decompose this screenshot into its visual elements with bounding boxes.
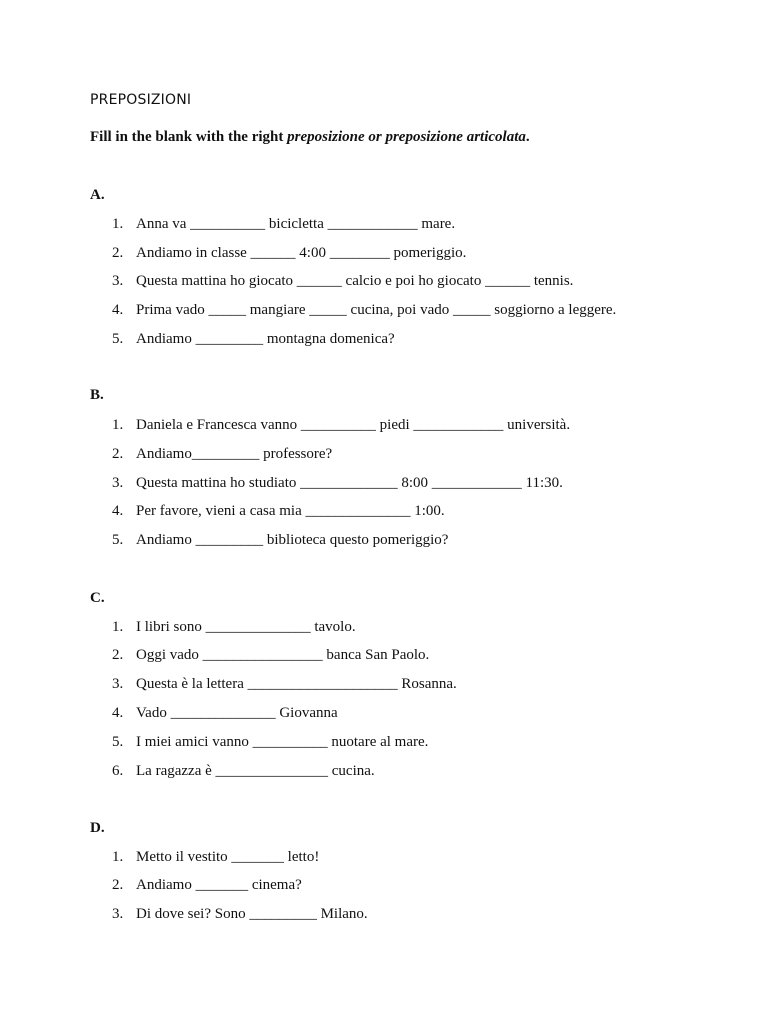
item-text: I libri sono ______________ tavolo. [136,619,356,635]
item-text: Daniela e Francesca vanno __________ piedi ____________ università. [136,417,571,433]
item-number: 2. [112,647,124,663]
exercise-item [112,619,356,636]
instructions-italic: preposizione or preposizione articolata [287,129,526,145]
item-text: Vado ______________ Giovanna [136,705,338,721]
exercise-item [112,245,466,262]
item-number: 3. [112,676,124,692]
exercise-item [112,331,395,348]
item-number: 3. [112,906,124,922]
item-text: Questa mattina ho giocato ______ calcio e poi ho giocato ______ tennis. [136,273,574,289]
item-text: Per favore, vieni a casa mia ______________ 1:00. [136,503,445,519]
item-text: Andiamo _________ biblioteca questo pomeriggio? [136,532,449,548]
exercise-item [112,273,573,290]
item-number: 6. [112,763,124,779]
item-number: 1. [112,417,124,433]
exercise-item [112,676,457,693]
item-text: Questa mattina ho studiato _____________ 8:00 ____________ 11:30. [136,475,563,491]
item-text: Anna va __________ bicicletta ____________ mare. [136,216,456,232]
item-text: Andiamo_________ professore? [136,446,333,462]
item-number: 4. [112,705,124,721]
section-a-label: A. [90,187,105,203]
item-number: 2. [112,245,124,261]
instructions-suffix: . [525,129,530,145]
item-text: Andiamo _________ montagna domenica? [136,331,395,347]
exercise-item [112,302,616,319]
exercise-item [112,906,368,923]
item-number: 3. [112,475,124,491]
section-c-label: C. [90,590,105,606]
item-text: I miei amici vanno __________ nuotare al mare. [136,734,429,750]
page-title: PREPOSIZIONI [90,92,192,108]
exercise-item [112,877,302,894]
item-number: 2. [112,446,124,462]
exercise-item [112,705,338,722]
item-number: 5. [112,331,124,347]
item-number: 2. [112,877,124,893]
item-text: Questa è la lettera ____________________ Rosanna. [136,676,457,692]
item-text: La ragazza è _______________ cucina. [136,763,375,779]
exercise-item [112,503,445,520]
item-number: 5. [112,734,124,750]
exercise-item [112,417,570,434]
item-number: 4. [112,302,124,318]
item-number: 1. [112,849,124,865]
exercise-item [112,532,448,549]
item-number: 4. [112,503,124,519]
instructions-prefix: Fill in the blank with the right [90,129,288,145]
exercise-item [112,475,563,492]
item-text: Oggi vado ________________ banca San Paolo. [136,647,430,663]
instructions [90,129,530,146]
section-d-label: D. [90,820,105,836]
exercise-item [112,763,375,780]
exercise-item [112,734,428,751]
item-text: Di dove sei? Sono _________ Milano. [136,906,368,922]
exercise-item [112,647,429,664]
item-number: 3. [112,273,124,289]
exercise-item [112,849,319,866]
item-text: Andiamo _______ cinema? [136,877,302,893]
item-text: Andiamo in classe ______ 4:00 ________ pomeriggio. [136,245,467,261]
item-text: Metto il vestito _______ letto! [136,849,320,865]
item-number: 1. [112,216,124,232]
exercise-item [112,216,455,233]
exercise-item [112,446,332,463]
item-number: 1. [112,619,124,635]
section-b-label: B. [90,387,104,403]
item-number: 5. [112,532,124,548]
item-text: Prima vado _____ mangiare _____ cucina, poi vado _____ soggiorno a leggere. [136,302,617,318]
